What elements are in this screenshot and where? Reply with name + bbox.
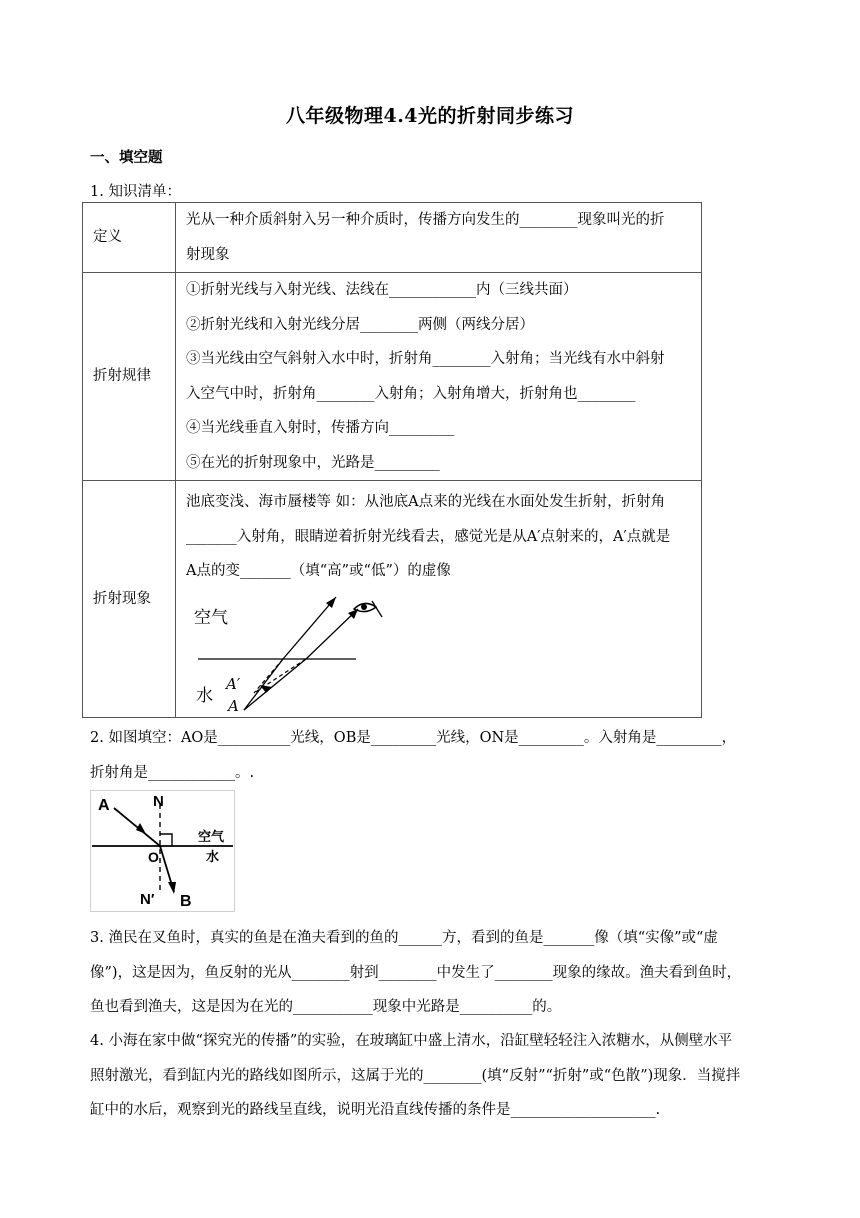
- table-row: [83, 481, 702, 718]
- label-a: A: [98, 797, 110, 814]
- text-line: 射现象: [186, 246, 230, 263]
- water-label: 水: [196, 685, 213, 706]
- air-label: 空气: [194, 607, 228, 628]
- text-line: 照射激光，看到缸内光的路线如图所示，这属于光的________(填“反射”“折射”或“色散”)现象．当搅拌: [90, 1067, 741, 1084]
- row-content: [176, 273, 702, 481]
- label-b: B: [180, 893, 192, 910]
- refracted-ray-1: [283, 597, 336, 659]
- row-label: 折射规律: [83, 273, 176, 481]
- text-line: ②折射光线和入射光线分居________两侧（两线分居）: [186, 316, 534, 333]
- row-label: 折射现象: [83, 481, 176, 718]
- point-a-prime-label: A′: [226, 674, 241, 693]
- text-line: _______入射角，眼睛逆着折射光线看去，感觉光是从A′点射来的，A′点就是: [186, 528, 671, 545]
- point-a-label: A: [228, 696, 239, 713]
- question-3: [90, 921, 780, 1025]
- label-o: O: [148, 849, 159, 865]
- text-line: 3. 渔民在叉鱼时，真实的鱼是在渔夫看到的鱼的______方，看到的鱼是_______像（填“实像”或“虚: [90, 930, 718, 946]
- incident-ray-ao: [114, 808, 160, 846]
- text-line: 入空气中时，折射角________入射角；入射角增大，折射角也________: [186, 385, 636, 402]
- row-label: 定义: [83, 203, 176, 273]
- question-2: [90, 721, 780, 790]
- eye-icon: [354, 601, 382, 617]
- table-row: [83, 203, 702, 273]
- air-label: 空气: [198, 830, 225, 845]
- row-content: [176, 481, 702, 718]
- right-angle-mark: [160, 834, 172, 846]
- text-line: ④当光线垂直入射时，传播方向_________: [186, 420, 455, 436]
- text-line: ③当光线由空气斜射入水中时，折射角________入射角；当光线有水中斜射: [186, 351, 665, 367]
- text-line: 缸中的水后，观察到光的路线呈直线，说明光沿直线传播的条件是____________________.: [90, 1102, 661, 1118]
- text-line: 2. 如图填空：AO是__________光线，OB是_________光线，ON是_________。入射角是_________，: [90, 730, 737, 746]
- text-line: 像”)，这是因为，鱼反射的光从________射到________中发生了________现象的缘故。渔夫看到鱼时，: [90, 964, 742, 981]
- refraction-diagram-figure: [90, 790, 235, 912]
- question-1-intro: 1. 知识清单：: [90, 184, 181, 200]
- refracted-ray-2: [306, 609, 358, 659]
- incident-ray-2: [244, 659, 306, 710]
- section-heading: 一、填空题: [90, 149, 163, 166]
- text-line: ⑤在光的折射现象中，光路是_________: [186, 454, 440, 471]
- table-row: [83, 273, 702, 481]
- row-content: [176, 203, 702, 273]
- label-n: N: [153, 793, 164, 810]
- page-title: 八年级物理4.4光的折射同步练习: [285, 105, 575, 127]
- text-line: 光从一种介质斜射入另一种介质时，传播方向发生的________现象叫光的折: [186, 212, 665, 228]
- text-line: 池底变浅、海市蜃楼等 如：从池底A点来的光线在水面处发生折射，折射角: [186, 494, 666, 511]
- text-line: ①折射光线与入射光线、法线在____________内（三线共面）: [186, 282, 578, 298]
- virtual-ray-2: [254, 659, 306, 693]
- text-line: 折射角是____________。.: [90, 764, 255, 781]
- arrow-head: [168, 882, 176, 894]
- label-n-prime: N′: [140, 891, 155, 908]
- arrow-head: [136, 823, 146, 834]
- water-label: 水: [206, 850, 220, 865]
- knowledge-table: [82, 202, 702, 718]
- text-line: 鱼也看到渔夫，这是因为在光的___________现象中光路是__________的。: [90, 999, 562, 1015]
- question-4: [90, 1024, 780, 1128]
- refraction-pool-figure: [186, 595, 386, 713]
- text-line: 4. 小海在家中做“探究光的传播”的实验，在玻璃缸中盛上清水，沿缸壁轻轻注入浓糖水，从侧壁水平: [90, 1033, 733, 1049]
- text-line: A点的变_______（填“高”或“低”）的虚像: [186, 563, 451, 580]
